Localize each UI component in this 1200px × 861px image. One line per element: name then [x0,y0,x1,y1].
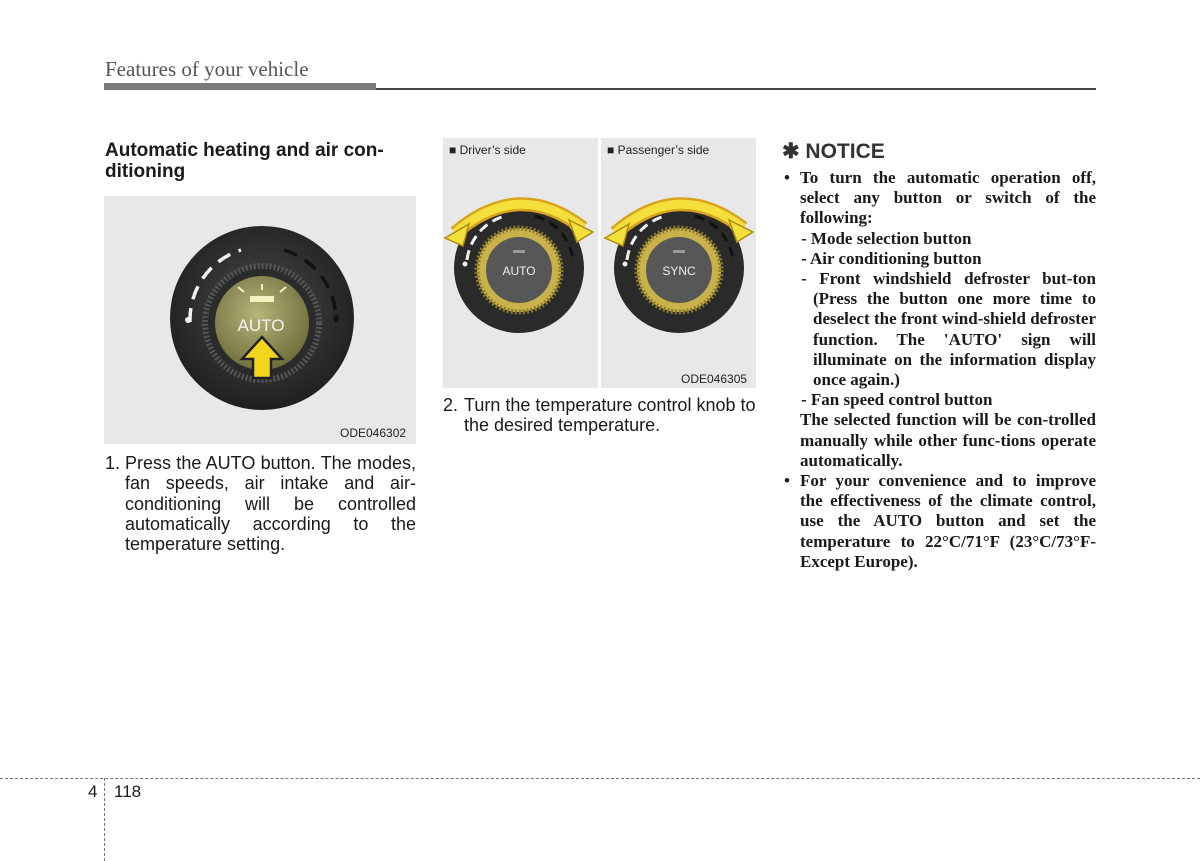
notice-bullet-2 [784,471,1096,572]
notice-text: To turn the automatic operation off, select any button or switch of the following: [800,168,1096,228]
notice-body [784,168,1096,572]
driver-auto-label: AUTO [502,264,536,278]
notice-bullet-1 [784,168,1096,471]
panel-driver [443,138,598,388]
header-rule-thick [104,83,376,90]
passenger-side-label: ■ Passenger’s side [607,143,710,157]
section-heading: Automatic heating and air con-ditioning [105,140,384,182]
step-2 [443,395,756,436]
notice-list-item: - Mode selection button [801,228,972,248]
step-number: 1. [105,453,121,473]
notice-list-item: - Fan speed control button [801,390,993,410]
auto-button-label: AUTO [237,316,285,335]
figure-code: ODE046305 [681,372,748,386]
step-text: Press the AUTO button. The modes, fan speeds, air intake and air-conditioning will be controlled automatically according to the temperature setting. [125,453,416,555]
page-header-title: Features of your vehicle [105,57,309,81]
chapter-number: 4 [88,782,98,801]
bullet-dot: • [784,168,790,187]
footer-vertical-rule [104,778,105,861]
notice-list-item: - Front windshield defroster but-ton (Press the button one more time to deselect the front wind-shield defroster function. The 'AUTO' sign will illuminate on the information display once again.) [801,269,1096,390]
footer-rule [0,778,1200,779]
step-number: 2. [443,395,459,415]
passenger-knob-illustration [601,138,756,388]
driver-side-label: ■ Driver’s side [449,143,526,157]
header-rule-thin [376,88,1096,90]
auto-knob-illustration [104,196,416,444]
notice-title: ✱ NOTICE [782,140,885,163]
notice-text: The selected function will be con-trolled manually while other func-tions operate automatically. [800,410,1096,470]
notice-list-item: - Air conditioning button [801,248,982,268]
figure-code: ODE046302 [340,426,407,440]
bullet-dot: • [784,471,790,491]
step-text: Turn the temperature control knob to the desired temperature. [464,395,756,436]
step-1 [105,453,416,554]
page-number: 118 [114,782,142,801]
figure-auto-button [104,196,416,444]
driver-knob-illustration [443,138,598,388]
figure-temperature-knobs [443,138,756,388]
notice-text: For your convenience and to improve the effectiveness of the climate control, use the AUTO button and set the temperature to 22°C/71°F (23°C/73°F- Except Europe). [800,471,1096,571]
passenger-sync-label: SYNC [662,264,696,278]
panel-passenger [601,138,756,388]
